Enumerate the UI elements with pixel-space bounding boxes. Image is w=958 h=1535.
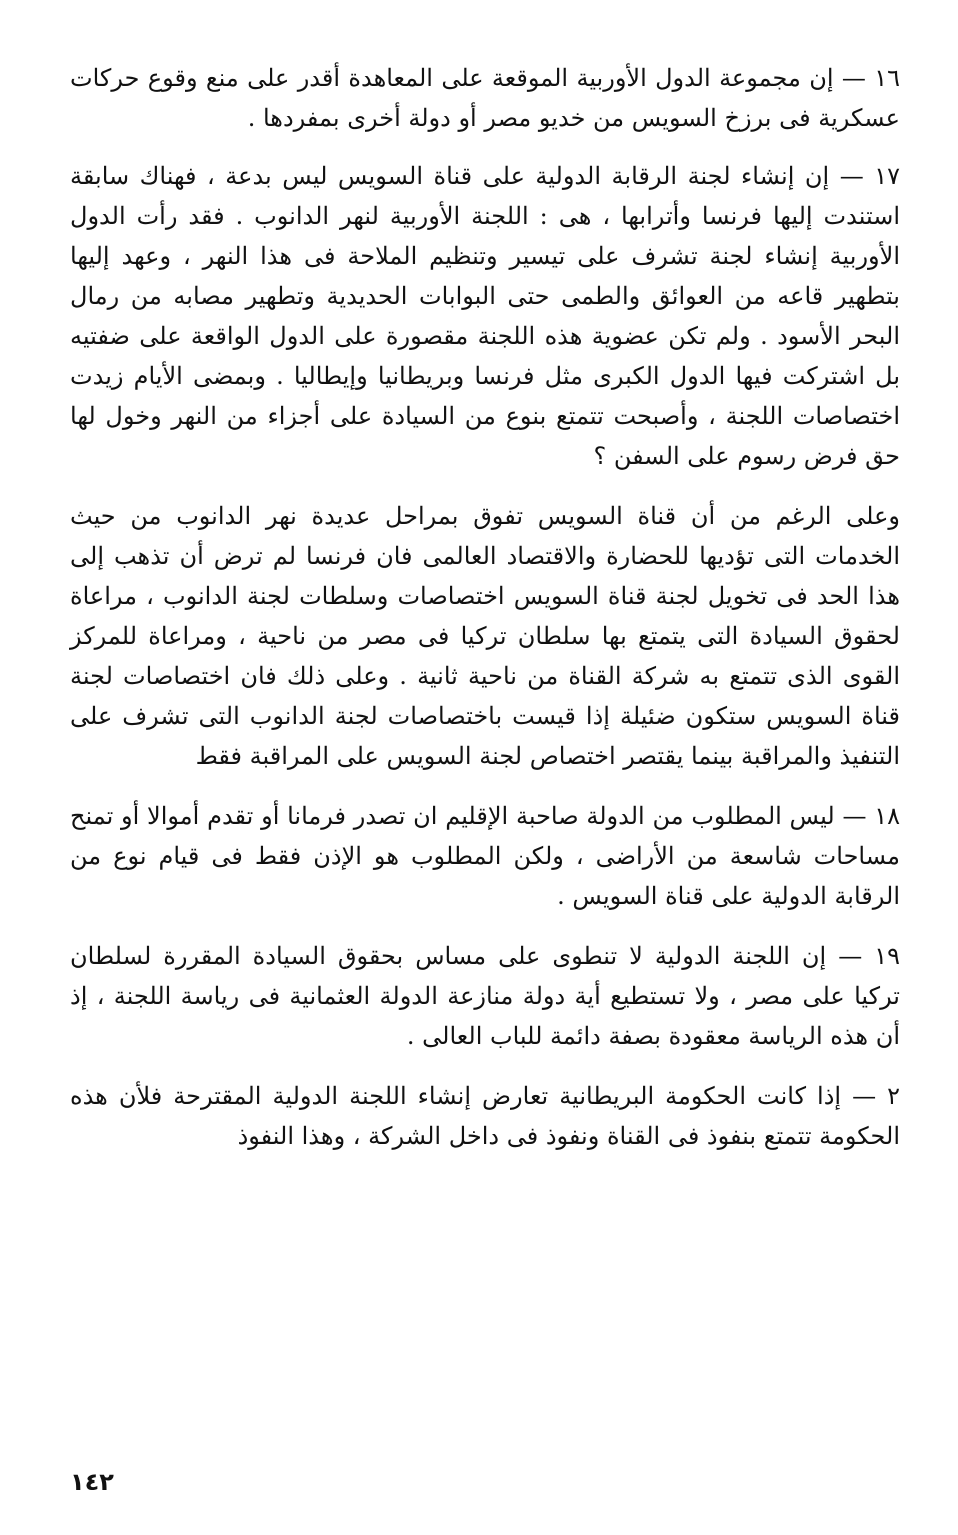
paragraph-19: ١٩ — إن اللجنة الدولية لا تنطوى على مساس بحقوق السيادة المقررة لسلطان تركيا على مصر ، ولا تستطيع أية دولة منازعة الدولة العثمانية فى رياسة اللجنة ، إذ أن هذه الرياسة معقودة بصفة دائمة للباب العالى . (70, 942, 900, 1050)
paragraph-17: ١٧ — إن إنشاء لجنة الرقابة الدولية على قناة السويس ليس بدعة ، فهناك سابقة استندت إليها فرنسا وأترابها ، هى : اللجنة الأوربية لنهر الدانوب . فقد رأت الدول الأوربية إنشاء لجنة تشرف على تيسير وتنظيم الملاحة فى هذا النهر ، وعهد إليها بتطهير قاعه من العوائق والطمى حتى البوابات الحديدية وتطهير مصابه من رمال البحر الأسود . ولم تكن عضوية هذه اللجنة مقصورة على الدول الواقعة على ضفتيه بل اشتركت فيها الدول الكبرى مثل فرنسا وبريطانيا وإيطاليا . وبمضى الأيام زيدت اختصاصات اللجنة ، وأصبحت تتمتع بنوع من السيادة على أجزاء من النهر وخول لها حق فرض رسوم على السفن ؟ (70, 162, 900, 470)
paragraph-16: ١٦ — إن مجموعة الدول الأوربية الموقعة على المعاهدة أقدر على منع وقوع حركات عسكرية فى برزخ السويس من خديو مصر أو دولة أخرى بمفردها . (70, 64, 900, 132)
paragraph-danube-comparison: وعلى الرغم من أن قناة السويس تفوق بمراحل عديدة نهر الدانوب من حيث الخدمات التى تؤديها للحضارة والاقتصاد العالمى فان فرنسا لم ترض أن تذهب إلى هذا الحد فى تخويل لجنة قناة السويس اختصاصات وسلطات لجنة الدانوب ، مراعاة لحقوق السيادة التى يتمتع بها سلطان تركيا فى مصر من ناحية ، ومراعاة للمركز القوى الذى تتمتع به شركة القناة من ناحية ثانية . وعلى ذلك فان اختصاصات لجنة قناة السويس ستكون ضئيلة إذا قيست باختصاصات لجنة الدانوب التى تشرف على التنفيذ والمراقبة بينما يقتصر اختصاص لجنة السويس على المراقبة فقط (70, 502, 900, 770)
body-text (70, 58, 900, 1156)
paragraph-18: ١٨ — ليس المطلوب من الدولة صاحبة الإقليم ان تصدر فرمانا أو تقدم أموالا أو تمنح مساحات شاسعة من الأراضى ، ولكن المطلوب هو الإذن فقط فى قيام نوع من الرقابة الدولية على قناة السويس . (70, 802, 900, 910)
paragraph-20: ٢ — إذا كانت الحكومة البريطانية تعارض إنشاء اللجنة الدولية المقترحة فلأن هذه الحكومة تتمتع بنفوذ فى القناة ونفوذ فى داخل الشركة ، وهذا النفوذ (70, 1082, 900, 1150)
page-number: ١٤٢ (70, 1468, 114, 1496)
